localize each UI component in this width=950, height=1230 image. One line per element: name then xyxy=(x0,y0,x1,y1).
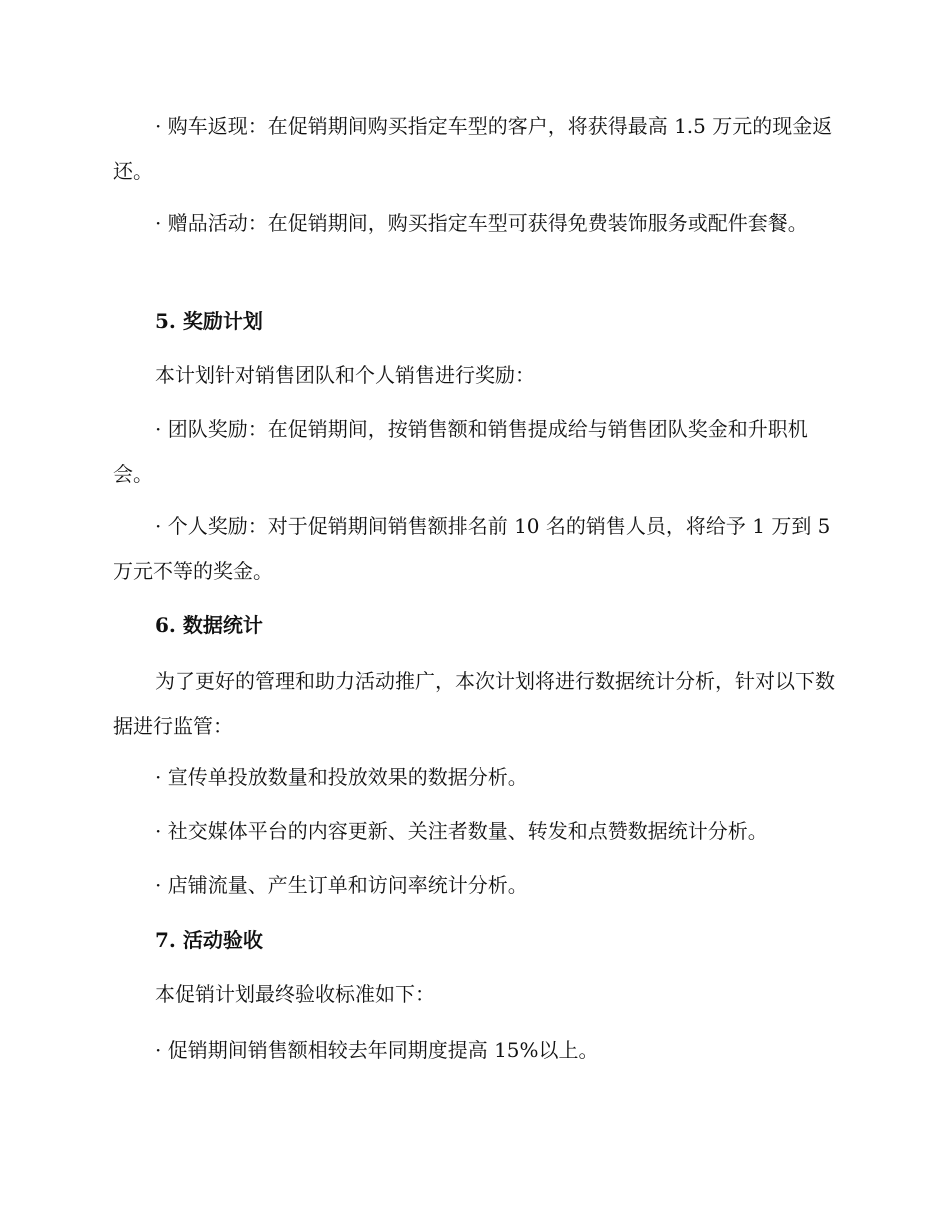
section-heading-reward-plan: 5. 奖励计划 xyxy=(155,309,263,333)
bullet-sales-growth-target: · 促销期间销售额相较去年同期度提高 15%以上。 xyxy=(155,1038,599,1062)
data-statistics-intro: 为了更好的管理和助力活动推广，本次计划将进行数据统计分析，针对以下数据进行监管： xyxy=(113,669,835,738)
bullet-team-reward: · 团队奖励：在促销期间，按销售额和销售提成给与销售团队奖金和升职机会。 xyxy=(113,417,808,486)
section-heading-acceptance: 7. 活动验收 xyxy=(155,928,263,952)
bullet-cash-rebate: · 购车返现：在促销期间购买指定车型的客户，将获得最高 1.5 万元的现金返还。 xyxy=(113,114,833,183)
acceptance-intro: 本促销计划最终验收标准如下： xyxy=(155,982,435,1006)
reward-plan-intro: 本计划针对销售团队和个人销售进行奖励： xyxy=(155,363,535,387)
bullet-flyer-analysis: · 宣传单投放数量和投放效果的数据分析。 xyxy=(155,765,528,789)
section-heading-data-statistics: 6. 数据统计 xyxy=(155,613,263,637)
bullet-social-media-analysis: · 社交媒体平台的内容更新、关注者数量、转发和点赞数据统计分析。 xyxy=(155,819,768,843)
bullet-store-traffic-analysis: · 店铺流量、产生订单和访问率统计分析。 xyxy=(155,873,528,897)
bullet-personal-reward: · 个人奖励：对于促销期间销售额排名前 10 名的销售人员，将给予 1 万到 5 万元不等的奖金。 xyxy=(113,514,831,583)
bullet-gift-activity: · 赠品活动：在促销期间，购买指定车型可获得免费装饰服务或配件套餐。 xyxy=(155,211,808,235)
